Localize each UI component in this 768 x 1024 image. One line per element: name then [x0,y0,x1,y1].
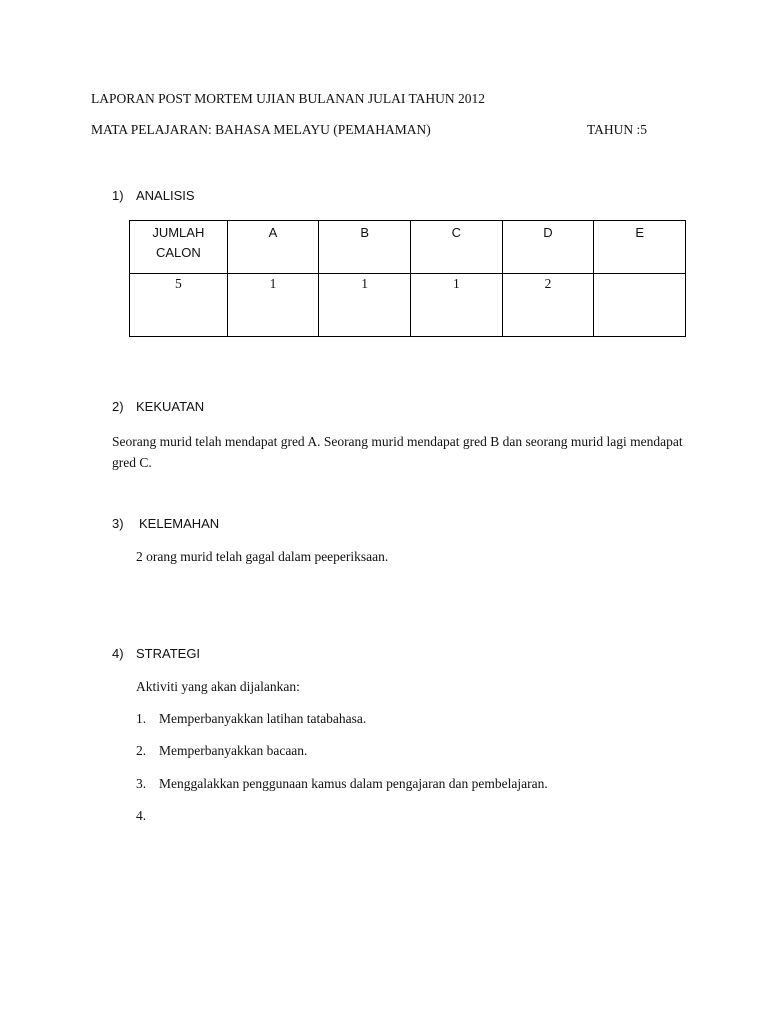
section-body-kelemahan: 2 orang murid telah gagal dalam peeperiksaan. [136,549,389,564]
section-number-kekuatan: 2) [112,399,124,414]
table-header-row [130,221,686,274]
header-cell-jumlah-calon [130,221,228,274]
grade-analysis-table [129,220,686,337]
header-cell-grade-b: B [319,221,411,274]
strategy-item-number: 1. [136,711,147,726]
section-number-analisis: 1) [112,188,124,203]
value-cell-jumlah-calon: 5 [130,274,228,337]
strategy-intro: Aktiviti yang akan dijalankan: [136,679,300,694]
strategy-item-number: 2. [136,743,147,758]
section-body-kekuatan: Seorang murid telah mendapat gred A. Seorang murid mendapat gred B dan seorang murid lagi mendapat gred C. [112,434,683,470]
strategy-item-number: 3. [136,776,147,791]
value-cell-grade-e [594,274,686,337]
value-cell-grade-c: 1 [411,274,503,337]
header-jumlah-line: JUMLAH [152,225,205,240]
year-label: TAHUN :5 [587,122,648,137]
section-heading-kelemahan: KELEMAHAN [139,516,220,531]
subject-line: MATA PELAJARAN: BAHASA MELAYU (PEMAHAMAN) [91,122,431,137]
table-row [130,274,686,337]
section-heading-analisis: ANALISIS [136,188,195,203]
strategy-item-text: Memperbanyakkan latihan tatabahasa. [159,711,367,726]
header-cell-grade-e: E [594,221,686,274]
strategy-item-text: Memperbanyakkan bacaan. [159,743,308,758]
value-cell-grade-d: 2 [502,274,594,337]
header-cell-grade-c: C [411,221,503,274]
value-cell-grade-b: 1 [319,274,411,337]
header-cell-grade-d: D [502,221,594,274]
header-cell-grade-a: A [227,221,319,274]
section-heading-kekuatan: KEKUATAN [136,399,205,414]
section-number-strategi: 4) [112,646,124,661]
strategy-item-text: Menggalakkan penggunaan kamus dalam pengajaran dan pembelajaran. [159,776,548,791]
value-cell-grade-a: 1 [227,274,319,337]
strategy-item-number: 4. [136,808,147,823]
section-heading-strategi: STRATEGI [136,646,201,661]
section-number-kelemahan: 3) [112,516,124,531]
document-title: LAPORAN POST MORTEM UJIAN BULANAN JULAI TAHUN 2012 [91,91,485,106]
header-calon-line: CALON [155,245,201,260]
